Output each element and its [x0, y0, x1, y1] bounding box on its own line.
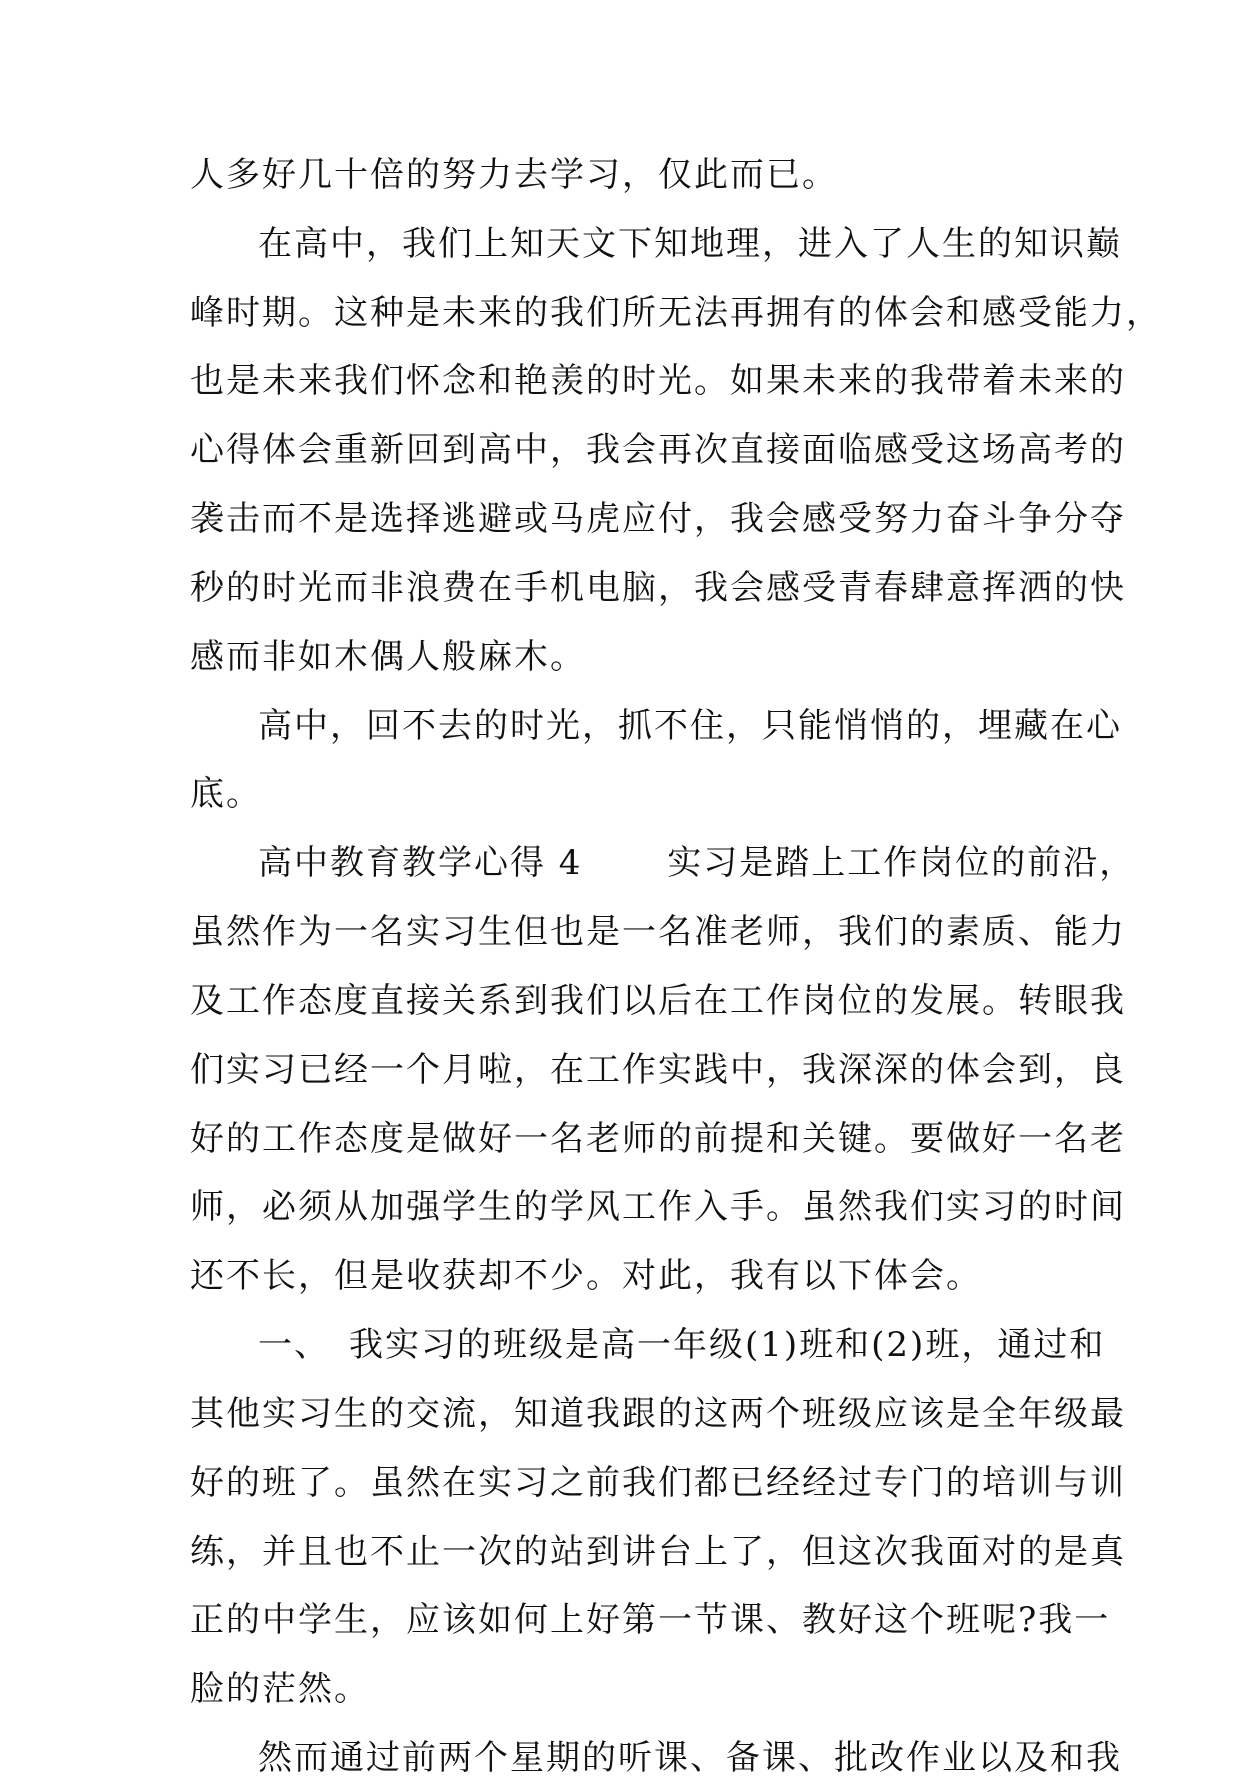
- text-line: 们实习已经一个月啦，在工作实践中，我深深的体会到，良: [190, 1050, 1126, 1090]
- text-line: 师，必须从加强学生的学风工作入手。虽然我们实习的时间: [190, 1187, 1126, 1227]
- text-line: 人多好几十倍的努力去学习，仅此而已。: [190, 155, 838, 195]
- text-line: 袭击而不是选择逃避或马虎应付，我会感受努力奋斗争分夺: [190, 499, 1126, 539]
- section-heading-line: 高中教育教学心得 4 实习是踏上工作岗位的前沿，: [258, 843, 1136, 883]
- text-line: 底。: [190, 774, 262, 814]
- text-line: 练，并且也不止一次的站到讲台上了，但这次我面对的是真: [190, 1532, 1126, 1572]
- text-line: 其他实习生的交流，知道我跟的这两个班级应该是全年级最: [190, 1394, 1126, 1434]
- text-line: 正的中学生，应该如何上好第一节课、教好这个班呢?我一: [190, 1600, 1111, 1640]
- text-line: 然而通过前两个星期的听课、备课、批改作业以及和我: [258, 1738, 1122, 1778]
- text-line: 秒的时光而非浪费在手机电脑，我会感受青春肆意挥洒的快: [190, 568, 1126, 608]
- text-line: 好的工作态度是做好一名老师的前提和关键。要做好一名老: [190, 1119, 1126, 1159]
- text-line: 还不长，但是收获却不少。对此，我有以下体会。: [190, 1256, 982, 1296]
- text-line: 心得体会重新回到高中，我会再次直接面临感受这场高考的: [190, 430, 1126, 470]
- text-line: 好的班了。虽然在实习之前我们都已经经过专门的培训与训: [190, 1463, 1126, 1503]
- text-line: 一、 我实习的班级是高一年级(1)班和(2)班，通过和: [258, 1325, 1106, 1365]
- text-line: 虽然作为一名实习生但也是一名准老师，我们的素质、能力: [190, 912, 1126, 952]
- text-line: 在高中，我们上知天文下知地理，进入了人生的知识巅: [258, 224, 1122, 264]
- text-line: 高中，回不去的时光，抓不住，只能悄悄的，埋藏在心: [258, 706, 1122, 746]
- text-line: 及工作态度直接关系到我们以后在工作岗位的发展。转眼我: [190, 981, 1126, 1021]
- text-line: 峰时期。这种是未来的我们所无法再拥有的体会和感受能力，: [190, 293, 1162, 333]
- text-line: 脸的茫然。: [190, 1669, 370, 1709]
- text-line: 感而非如木偶人般麻木。: [190, 637, 586, 677]
- text-line: 也是未来我们怀念和艳羡的时光。如果未来的我带着未来的: [190, 361, 1126, 401]
